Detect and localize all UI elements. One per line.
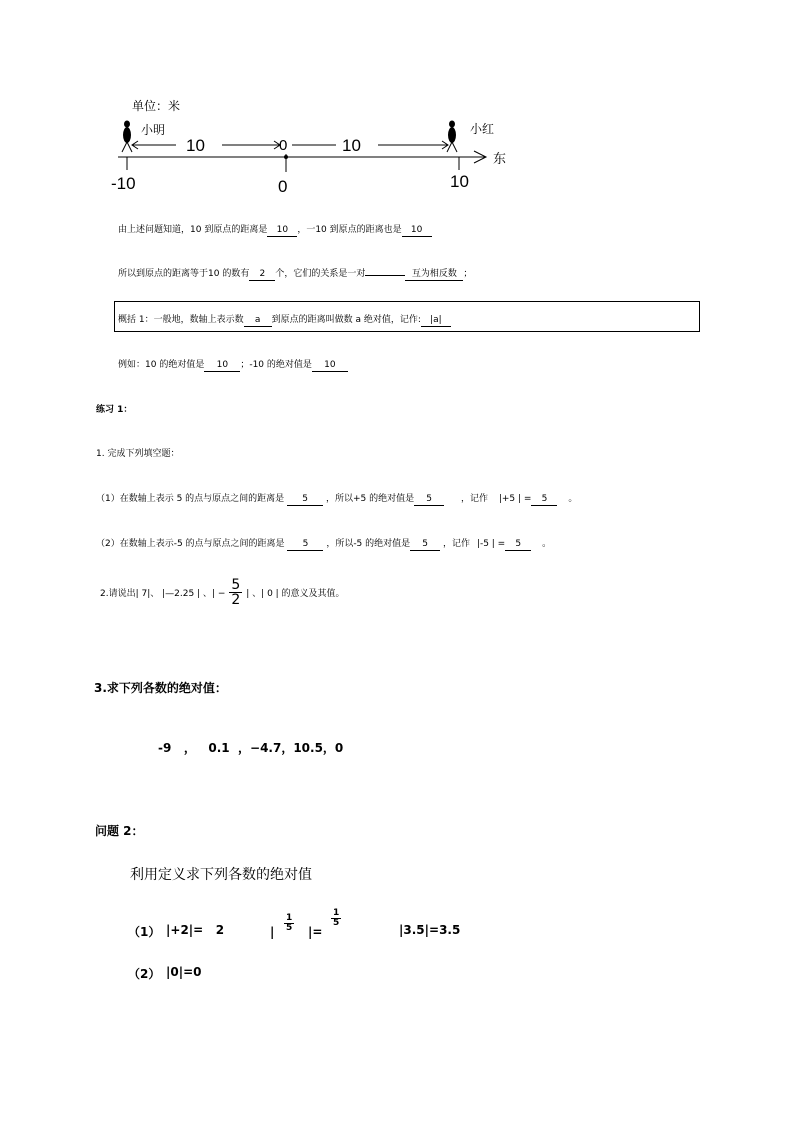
line1-blank-1: 10: [267, 224, 297, 237]
line2-text-a: 所以到原点的距离等于10 的数有: [118, 269, 250, 279]
line2: [118, 266, 472, 281]
problem2-frac1: [284, 913, 294, 933]
dist-left: 10: [186, 136, 205, 155]
summary-text-a: 概括 1：一般地，数轴上表示数: [118, 315, 244, 325]
frac2-num: 1: [333, 908, 340, 918]
name-left: 小明: [141, 123, 166, 137]
problem2-l2-a: |0|=0: [166, 965, 202, 979]
exercise-q3: 3.求下列各数的绝对值：: [94, 681, 227, 695]
summary-blank-1: a: [244, 314, 272, 327]
q2-frac-num: 5: [231, 576, 241, 593]
label-neg: -10: [111, 174, 136, 193]
number-line-diagram: [0, 0, 794, 200]
p2-text-a: （2）在数轴上表示-5 的点与原点之间的距离是: [96, 539, 285, 549]
problem2-l2-label: （2）: [128, 967, 161, 981]
q2-text-a: 2.请说出| 7|、 |—2.25 | 、| −: [100, 588, 226, 599]
person-left-icon: [122, 121, 132, 153]
p1-text-a: （1）在数轴上表示 5 的点与原点之间的距离是: [96, 494, 285, 504]
exercise-title: 练习 1：: [96, 405, 133, 415]
example-line: [118, 357, 348, 372]
p1-text-e: |+5 | =: [498, 494, 532, 504]
exercise-q1: 1. 完成下列填空题：: [96, 449, 180, 459]
problem2-bar-open: |: [270, 925, 275, 939]
exercise-p2: [96, 536, 551, 551]
exercise-q2: [100, 572, 345, 612]
summary-line: [118, 312, 451, 327]
origin-mark: 0: [279, 137, 288, 154]
p1-text-d: ，记作: [460, 494, 488, 504]
p1-text-f: 。: [568, 494, 578, 504]
p1-text-c: ，所以+5 的绝对值是: [325, 494, 415, 504]
person-right-icon: [447, 121, 457, 153]
problem2-eq: |=: [308, 925, 323, 939]
label-pos: 10: [450, 172, 469, 191]
p2-blank-3: 5: [505, 538, 531, 551]
summary-blank-2: |a|: [421, 314, 451, 327]
problem2-intro: 利用定义求下列各数的绝对值: [130, 867, 312, 883]
example-text-a: 例如：10 的绝对值是: [118, 360, 205, 370]
p2-blank-2: 5: [410, 538, 440, 551]
direction-label: 东: [493, 151, 507, 166]
line2-text-e: ；: [463, 269, 473, 279]
line1-text-a: 由上述问题知道，10 到原点的距离是: [118, 225, 268, 235]
line1: [118, 222, 432, 237]
q2-text-b: | 、| 0 | 的意义及其值。: [246, 588, 345, 599]
origin-dot: [284, 155, 288, 159]
unit-label: 单位：米: [132, 99, 181, 113]
q2-frac-den: 2: [231, 591, 241, 608]
exercise-p1: [96, 491, 577, 506]
problem2-title: 问题 2：: [95, 824, 144, 838]
frac1-den: 5: [286, 923, 293, 933]
line2-blank-3: 互为相反数: [405, 268, 463, 281]
p2-text-c: ，所以-5 的绝对值是: [326, 539, 411, 549]
problem2-l1-c: |3.5|=3.5: [399, 923, 461, 937]
line2-blank-1: 2: [249, 268, 275, 281]
p2-text-d: ，记作: [443, 539, 471, 549]
p1-blank-3: 5: [531, 493, 557, 506]
p2-text-e: |-5 | =: [476, 539, 506, 549]
p1-blank-1: 5: [287, 493, 323, 506]
exercise-q3-values: -9 ， 0.1 ，−4.7，10.5，0: [158, 741, 344, 755]
summary-text-c: 到原点的距离叫做数 a 绝对值，记作:: [271, 315, 421, 325]
example-blank-1: 10: [204, 359, 240, 372]
line1-blank-2: 10: [402, 224, 432, 237]
frac2-den: 5: [333, 918, 340, 928]
line2-text-c: 个，它们的关系是一对: [275, 269, 366, 279]
example-text-c: ；-10 的绝对值是: [240, 360, 312, 370]
frac1-num: 1: [286, 913, 293, 923]
q2-fraction: [229, 578, 242, 607]
example-blank-2: 10: [312, 359, 348, 372]
p2-blank-1: 5: [287, 538, 323, 551]
problem2-frac2: [331, 908, 341, 928]
problem2-l1-a: |+2|= 2: [166, 923, 225, 937]
label-zero: 0: [278, 177, 288, 196]
problem2-l1-label: （1）: [128, 925, 161, 939]
p2-text-f: 。: [542, 539, 552, 549]
name-right: 小红: [470, 122, 495, 136]
line2-blank-2: [365, 275, 405, 276]
dist-right: 10: [342, 136, 361, 155]
p1-blank-2: 5: [414, 493, 444, 506]
line1-text-c: ，一10 到原点的距离也是: [297, 225, 402, 235]
